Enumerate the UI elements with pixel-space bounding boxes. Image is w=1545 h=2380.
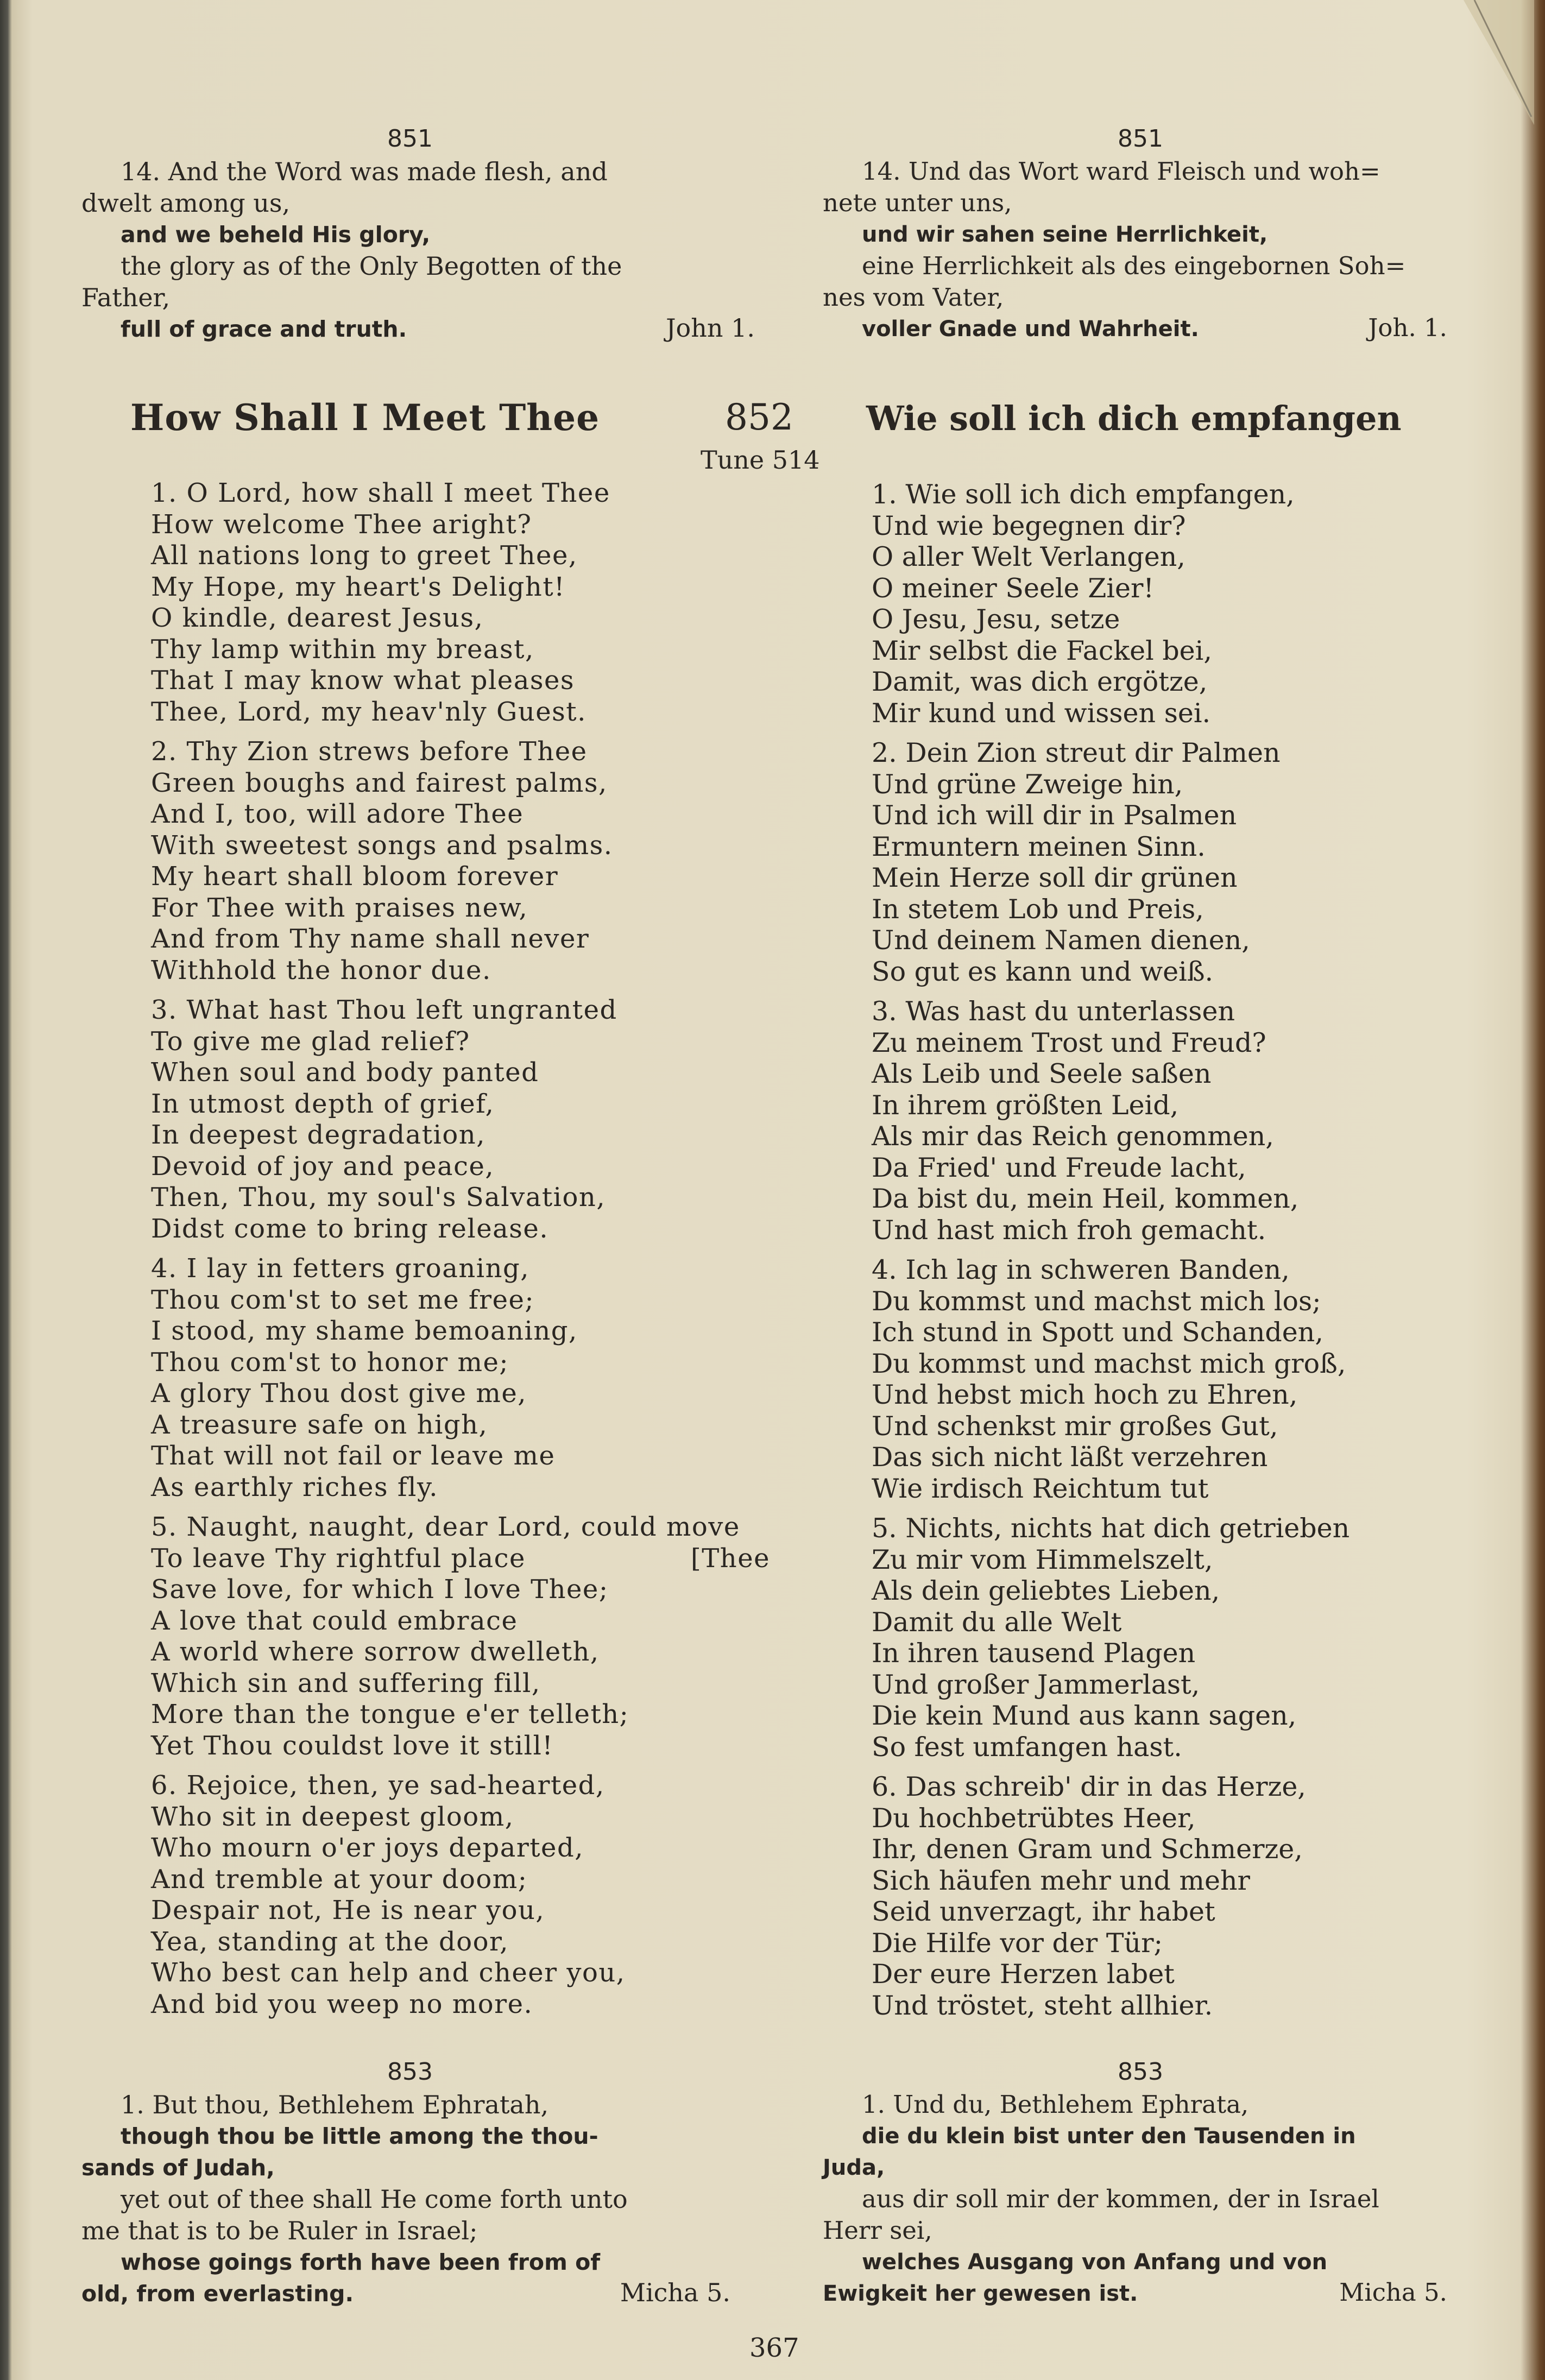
hymn-line: O Jesu, Jesu, setze bbox=[872, 604, 1120, 635]
hymn-stanza bbox=[872, 996, 1469, 1246]
hymn-line: A world where sorrow dwelleth, bbox=[151, 1637, 600, 1667]
scripture-line: 14. Und das Wort ward Fleisch und woh= bbox=[862, 157, 1380, 186]
hymn-line: 4. Ich lag in schweren Banden, bbox=[872, 1254, 1290, 1285]
hymn-line: 1. Wie soll ich dich empfangen, bbox=[872, 479, 1295, 510]
hymn-line: 5. Naught, naught, dear Lord, could move bbox=[151, 1512, 740, 1542]
section-number: 853 bbox=[387, 2058, 433, 2086]
hymn-line: Und deinem Namen dienen, bbox=[872, 925, 1250, 956]
hymn-line: Thy lamp within my breast, bbox=[151, 634, 534, 665]
hymn-line: 6. Rejoice, then, ye sad-hearted, bbox=[151, 1770, 605, 1801]
hymn-line: So fest umfangen hast. bbox=[872, 1731, 1182, 1763]
page-number: 367 bbox=[749, 2333, 799, 2363]
scripture-line: whose goings forth have been from of bbox=[121, 2249, 601, 2275]
hymn-line: Zu meinem Trost und Freud? bbox=[872, 1027, 1266, 1058]
scripture-text bbox=[823, 2089, 1458, 2309]
hymn-line: 1. O Lord, how shall I meet Thee bbox=[151, 478, 610, 508]
hymn-stanza bbox=[151, 995, 775, 1245]
hymn-stanzas-english bbox=[151, 478, 775, 2029]
scripture-reference: Micha 5. bbox=[1339, 2278, 1447, 2307]
hymn-title-row bbox=[0, 391, 1545, 451]
scripture-line: Juda, bbox=[823, 2155, 885, 2180]
scripture-line: Father, bbox=[81, 283, 171, 312]
scripture-line: dwelt among us, bbox=[81, 188, 291, 218]
scripture-reference: Micha 5. bbox=[620, 2278, 730, 2307]
hymn-line: Und wie begegnen dir? bbox=[872, 510, 1186, 541]
hymn-line: Und ich will dir in Psalmen bbox=[872, 800, 1237, 831]
hymn-line: 6. Das schreib' dir in das Herze, bbox=[872, 1771, 1306, 1802]
hymn-line: More than the tongue e'er telleth; bbox=[151, 1699, 629, 1729]
hymn-line: Als mir das Reich genommen, bbox=[872, 1121, 1274, 1152]
hymn-line: To give me glad relief? bbox=[151, 1026, 470, 1057]
hymn-line: Und schenkst mir großes Gut, bbox=[872, 1410, 1278, 1442]
hymn-line: My heart shall bloom forever bbox=[151, 861, 559, 892]
hymn-line: 5. Nichts, nichts hat dich getrieben bbox=[872, 1513, 1350, 1544]
hymn-line: Als dein geliebtes Lieben, bbox=[872, 1575, 1220, 1606]
hymn-line: Damit, was dich ergötze, bbox=[872, 666, 1208, 697]
hymn-line: Ich stund in Spott und Schanden, bbox=[872, 1317, 1323, 1348]
section-851-german bbox=[823, 125, 1458, 345]
section-853-german bbox=[823, 2058, 1458, 2309]
hymn-stanza bbox=[151, 1253, 775, 1503]
hymn-line: As earthly riches fly. bbox=[151, 1472, 438, 1503]
hymn-line: When soul and body panted bbox=[151, 1057, 539, 1088]
hymn-stanza bbox=[872, 1254, 1469, 1504]
hymn-line: In utmost depth of grief, bbox=[151, 1088, 495, 1119]
hymn-line: Yea, standing at the door, bbox=[151, 1926, 509, 1957]
scripture-line: yet out of thee shall He come forth unto bbox=[121, 2185, 628, 2214]
scripture-text bbox=[823, 156, 1458, 345]
hymn-number: 852 bbox=[725, 396, 793, 438]
hymn-line: Da bist du, mein Heil, kommen, bbox=[872, 1183, 1299, 1214]
scripture-line: me that is to be Ruler in Israel; bbox=[81, 2216, 478, 2245]
scripture-line: nes vom Vater, bbox=[823, 283, 1004, 312]
hymn-line bbox=[151, 1543, 770, 1575]
hymn-line: O kindle, dearest Jesus, bbox=[151, 603, 484, 633]
hymn-line: Ermuntern meinen Sinn. bbox=[872, 831, 1206, 862]
hymn-line: And I, too, will adore Thee bbox=[151, 799, 524, 829]
hymn-stanza bbox=[151, 478, 775, 728]
hymn-line: In deepest degradation, bbox=[151, 1120, 485, 1150]
hymn-stanza bbox=[872, 1771, 1469, 2021]
hymn-line: Despair not, He is near you, bbox=[151, 1895, 545, 1926]
hymn-line: Der eure Herzen labet bbox=[872, 1959, 1175, 1990]
hymn-line: Mir kund und wissen sei. bbox=[872, 697, 1211, 729]
scripture-line: 1. Und du, Bethlehem Ephrata, bbox=[862, 2090, 1249, 2119]
hymn-line: With sweetest songs and psalms. bbox=[151, 830, 613, 861]
scripture-text bbox=[81, 2089, 741, 2309]
hymn-line: That will not fail or leave me bbox=[151, 1441, 556, 1471]
section-number: 853 bbox=[1118, 2058, 1163, 2086]
scripture-line: the glory as of the Only Begotten of the bbox=[121, 251, 622, 281]
hymn-line: Then, Thou, my soul's Salvation, bbox=[151, 1182, 606, 1213]
hymn-stanza bbox=[151, 736, 775, 986]
hymn-line: Ihr, denen Gram und Schmerze, bbox=[872, 1834, 1303, 1865]
scripture-line: 14. And the Word was made flesh, and bbox=[121, 157, 608, 186]
hymn-title-english: How Shall I Meet Thee bbox=[130, 396, 600, 439]
hymn-line: A glory Thou dost give me, bbox=[151, 1378, 527, 1409]
scripture-line: and we beheld His glory, bbox=[121, 222, 431, 248]
scripture-reference: Joh. 1. bbox=[1368, 313, 1447, 342]
hymn-line: Who sit in deepest gloom, bbox=[151, 1801, 514, 1832]
hymn-line: Who best can help and cheer you, bbox=[151, 1958, 626, 1988]
hymn-stanza bbox=[151, 1770, 775, 2020]
hymn-line: Mir selbst die Fackel bei, bbox=[872, 635, 1212, 666]
hymn-line: I stood, my shame bemoaning, bbox=[151, 1316, 578, 1346]
hymn-line: Which sin and suffering fill, bbox=[151, 1668, 541, 1699]
hymn-line: Withhold the honor due. bbox=[151, 955, 491, 986]
hymn-title-german: Wie soll ich dich empfangen bbox=[866, 399, 1402, 438]
hymn-line: Damit du alle Welt bbox=[872, 1606, 1122, 1638]
hymn-line: Und grüne Zweige hin, bbox=[872, 768, 1183, 800]
hymn-line: Who mourn o'er joys departed, bbox=[151, 1833, 584, 1863]
hymn-line: Du kommst und machst mich groß, bbox=[872, 1348, 1346, 1379]
hymn-line: Du hochbetrübtes Heer, bbox=[872, 1802, 1196, 1834]
hymn-line: Save love, for which I love Thee; bbox=[151, 1574, 609, 1605]
scripture-line: full of grace and truth. bbox=[121, 316, 407, 342]
scripture-line: eine Herrlichkeit als des eingebornen Soh= bbox=[862, 251, 1406, 280]
hymn-line: Da Fried' und Freude lacht, bbox=[872, 1152, 1246, 1183]
scripture-line: Ewigkeit her gewesen ist. bbox=[823, 2281, 1138, 2306]
hymn-line: Thou com'st to honor me; bbox=[151, 1347, 509, 1378]
hymn-line: 2. Thy Zion strews before Thee bbox=[151, 736, 588, 767]
hymn-stanza bbox=[872, 479, 1469, 729]
hymn-line: In ihren tausend Plagen bbox=[872, 1638, 1196, 1669]
hymn-line: 4. I lay in fetters groaning, bbox=[151, 1253, 529, 1284]
hymn-stanza bbox=[151, 1512, 775, 1762]
hymn-line: For Thee with praises new, bbox=[151, 892, 528, 923]
hymn-line: Yet Thou couldst love it still! bbox=[151, 1730, 554, 1761]
hymn-line: Und hebst mich hoch zu Ehren, bbox=[872, 1379, 1298, 1410]
scripture-line: old, from everlasting. bbox=[81, 2281, 354, 2307]
hymn-line: How welcome Thee aright? bbox=[151, 509, 532, 540]
hymn-stanza bbox=[872, 1513, 1469, 1763]
runover-word: [Thee bbox=[691, 1543, 770, 1574]
scripture-line: Herr sei, bbox=[823, 2216, 932, 2245]
hymn-line: 3. What hast Thou left ungranted bbox=[151, 995, 617, 1025]
hymn-line: Das sich nicht läßt verzehren bbox=[872, 1442, 1268, 1473]
hymn-line: Didst come to bring release. bbox=[151, 1213, 549, 1244]
hymn-line: O meiner Seele Zier! bbox=[872, 572, 1155, 604]
hymn-line: Als Leib und Seele saßen bbox=[872, 1058, 1212, 1089]
scripture-line: die du klein bist unter den Tausenden in bbox=[862, 2124, 1356, 2149]
hymn-line: In ihrem größten Leid, bbox=[872, 1089, 1179, 1121]
tune-reference: Tune 514 bbox=[701, 445, 820, 475]
scripture-text bbox=[81, 156, 766, 345]
hymn-line: Und tröstet, steht allhier. bbox=[872, 1990, 1213, 2021]
hymn-line: Thee, Lord, my heav'nly Guest. bbox=[151, 696, 587, 727]
hymn-line: A treasure safe on high, bbox=[151, 1409, 488, 1440]
section-851-english bbox=[81, 125, 766, 345]
hymn-line: A love that could embrace bbox=[151, 1605, 518, 1636]
hymn-stanzas-german bbox=[872, 479, 1469, 2030]
hymn-line: Mein Herze soll dir grünen bbox=[872, 862, 1238, 893]
hymn-line: Thou com'st to set me free; bbox=[151, 1284, 535, 1315]
hymn-line: Und großer Jammerlast, bbox=[872, 1669, 1200, 1700]
hymn-line: So gut es kann und weiß. bbox=[872, 956, 1214, 987]
scripture-line: sands of Judah, bbox=[81, 2155, 275, 2181]
hymn-line: Sich häufen mehr und mehr bbox=[872, 1865, 1250, 1896]
page-corner-fold bbox=[1464, 0, 1534, 125]
hymn-line: O aller Welt Verlangen, bbox=[872, 541, 1185, 572]
hymn-line: Green boughs and fairest palms, bbox=[151, 767, 608, 798]
hymn-stanza bbox=[872, 737, 1469, 987]
scripture-line: und wir sahen seine Herrlichkeit, bbox=[862, 222, 1268, 247]
hymn-line: Wie irdisch Reichtum tut bbox=[872, 1473, 1209, 1504]
scripture-line: 1. But thou, Bethlehem Ephratah, bbox=[121, 2090, 549, 2119]
hymn-line: Die Hilfe vor der Tür; bbox=[872, 1927, 1163, 1959]
scripture-line: voller Gnade und Wahrheit. bbox=[862, 317, 1199, 342]
hymn-line: Die kein Mund aus kann sagen, bbox=[872, 1700, 1297, 1731]
hymn-line: In stetem Lob und Preis, bbox=[872, 893, 1204, 925]
hymn-line: Zu mir vom Himmelszelt, bbox=[872, 1544, 1213, 1575]
hymn-line: And tremble at your doom; bbox=[151, 1864, 528, 1895]
scripture-line: welches Ausgang von Anfang und von bbox=[862, 2250, 1328, 2275]
scripture-line: nete unter uns, bbox=[823, 188, 1012, 217]
hymn-line: That I may know what pleases bbox=[151, 665, 575, 696]
scripture-reference: John 1. bbox=[666, 313, 755, 343]
hymn-line-text: To leave Thy rightful place bbox=[151, 1543, 526, 1574]
section-number: 851 bbox=[387, 125, 433, 153]
hymn-line: And from Thy name shall never bbox=[151, 924, 590, 954]
hymn-line: Devoid of joy and peace, bbox=[151, 1151, 495, 1182]
hymn-line: Und hast mich froh gemacht. bbox=[872, 1214, 1266, 1246]
scripture-line: though thou be little among the thou- bbox=[121, 2123, 598, 2149]
hymn-line: 2. Dein Zion streut dir Palmen bbox=[872, 737, 1281, 768]
hymn-line: 3. Was hast du unterlassen bbox=[872, 996, 1235, 1027]
scripture-line: aus dir soll mir der kommen, der in Israel bbox=[862, 2185, 1379, 2213]
hymn-line: All nations long to greet Thee, bbox=[151, 540, 578, 571]
hymn-line: Du kommst und machst mich los; bbox=[872, 1285, 1321, 1317]
hymn-line: Seid unverzagt, ihr habet bbox=[872, 1896, 1215, 1927]
section-number: 851 bbox=[1118, 125, 1163, 153]
section-853-english bbox=[81, 2058, 741, 2309]
hymn-line: My Hope, my heart's Delight! bbox=[151, 571, 565, 602]
hymn-line: And bid you weep no more. bbox=[151, 1988, 533, 2019]
